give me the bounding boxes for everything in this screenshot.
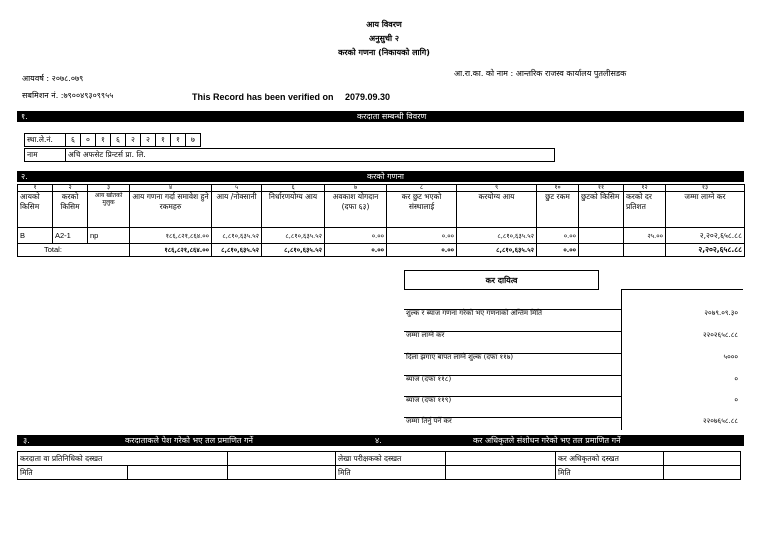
section-1-bar: [17, 111, 744, 122]
total-cell: ०.००: [537, 244, 579, 257]
cell: ०.००: [537, 228, 579, 244]
header-tax-rate: करको दर प्रतिशत: [624, 192, 666, 228]
officer-signature-label: कर अधिकृतको दस्खत: [556, 452, 664, 466]
liability-underline: [404, 396, 622, 397]
name-table: [24, 148, 555, 162]
name-label: नाम: [25, 149, 66, 162]
total-cell: ०.००: [387, 244, 457, 257]
section-3-bar: [17, 435, 744, 446]
col-number: ६: [262, 185, 325, 192]
name-value: अचि अफसेट प्रिन्टर्स प्रा. लि.: [66, 149, 555, 162]
page-title: आय विवरण: [366, 20, 402, 29]
date-label: मिति: [556, 466, 664, 480]
pan-digit: १: [96, 134, 111, 147]
table-row: [18, 228, 745, 244]
liability-underline: [404, 309, 622, 310]
liability-label: ब्याज (दफा ११८): [406, 375, 452, 383]
liability-title: कर दायित्व: [485, 276, 518, 285]
date-label: मिति: [336, 466, 446, 480]
col-number: ५: [212, 185, 262, 192]
liability-label: दिला झगाए बापत लाग्ने शुल्क (दफा ११७): [406, 353, 514, 361]
liability-underline: [404, 331, 622, 332]
verified-text: This Record has been verified on: [192, 92, 334, 102]
fiscal-year: आयवर्ष : २०७८.०७९: [22, 74, 84, 83]
liability-underline: [404, 417, 622, 418]
liability-underline: [404, 353, 622, 354]
header-exemption-amount: छुट रकम: [537, 192, 579, 228]
taxpayer-signature-label: करदाता वा प्रतिनिधिको दस्खत: [18, 452, 228, 466]
pan-digit: २: [126, 134, 141, 147]
total-cell: [579, 244, 624, 257]
section-2-bar: [17, 171, 744, 182]
liability-value: ०: [734, 396, 738, 404]
section-1-title: करदाता सम्बन्धी विवरण: [357, 112, 427, 121]
cell: ८,८१०,६३५.५२: [457, 228, 537, 244]
col-number: ९: [457, 185, 537, 192]
col-number: ११: [579, 185, 624, 192]
liability-underline: [404, 375, 622, 376]
page-subtitle-2: करको गणना (निकायको लागि): [338, 48, 430, 57]
pan-table: [24, 133, 201, 147]
header-taxable-income: करयोग्य आय: [457, 192, 537, 228]
total-cell: ८,८१०,६३५.५२: [457, 244, 537, 257]
liability-value: २२०२६५८.८८: [703, 331, 738, 339]
header-source-country: आय खोतको मुलुक: [88, 192, 130, 228]
col-number: १०: [537, 185, 579, 192]
liability-title-box: [404, 270, 599, 290]
col-number: ८: [387, 185, 457, 192]
cell: np: [88, 228, 130, 244]
pan-label: स्था.ले.नं.: [25, 134, 66, 147]
cell: ०.००: [325, 228, 387, 244]
pan-digit: ०: [81, 134, 96, 147]
section-4-title: कर अधिकृतले संशोधन गरेको भए तल प्रमाणित गर्ने: [473, 436, 621, 445]
col-number: १३: [666, 185, 745, 192]
total-cell: १८६,८२१,८६४.००: [130, 244, 212, 257]
liability-value: २०७९.०९.३०: [704, 309, 738, 317]
pan-digit: ७: [186, 134, 201, 147]
header-tax-type: करको किसिम: [53, 192, 88, 228]
header-assessable-income: निर्धारणयोग्य आय: [262, 192, 325, 228]
section-4-number: ४.: [375, 436, 382, 445]
total-cell: ०.००: [325, 244, 387, 257]
pan-digit: १: [171, 134, 186, 147]
col-number: १: [18, 185, 53, 192]
pan-digit: ६: [111, 134, 126, 147]
tax-table: [17, 184, 745, 257]
section-3-number: ३.: [23, 436, 30, 445]
liability-label: जम्मा तिर्नु पर्ने कर: [406, 417, 452, 425]
col-number: ३: [88, 185, 130, 192]
header-exemption-type: छुटको किसिम: [579, 192, 624, 228]
date-cell: [128, 466, 228, 480]
signature-table: [17, 451, 741, 480]
liability-label: ब्याज (दफा ११९): [406, 396, 452, 404]
total-row: [18, 244, 745, 257]
total-cell: ८,८१०,६३५.५२: [212, 244, 262, 257]
office-name: आ.रा.का. को नाम : आन्तरिक राजस्व कार्यालय पुतलीसडक: [454, 69, 627, 78]
cell: [579, 228, 624, 244]
date-cell: [228, 466, 336, 480]
cell: ८,८१०,६३५.५२: [262, 228, 325, 244]
signature-cell: [664, 452, 741, 466]
pan-digit: ६: [66, 134, 81, 147]
header-retirement-contribution: अवकाश योगदान (दफा ६३): [325, 192, 387, 228]
col-number: १२: [624, 185, 666, 192]
pan-digit: १: [156, 134, 171, 147]
col-number: २: [53, 185, 88, 192]
signature-cell: [228, 452, 336, 466]
date-label: मिति: [18, 466, 128, 480]
page-subtitle: अनुसुची २: [368, 34, 400, 43]
cell: B: [18, 228, 53, 244]
pan-digit: २: [141, 134, 156, 147]
signature-cell: [446, 452, 556, 466]
liability-value: ०: [734, 375, 738, 383]
header-income-loss: आय /नोक्सानी: [212, 192, 262, 228]
section-2-number: २.: [21, 172, 28, 181]
header-income-type: आयको किसिम: [18, 192, 53, 228]
cell: ८,८१०,६३५.५२: [212, 228, 262, 244]
cell: १८६,८२१,८६४.००: [130, 228, 212, 244]
date-cell: [446, 466, 556, 480]
col-number: ४: [130, 185, 212, 192]
total-cell: [624, 244, 666, 257]
liability-label: शुल्क र ब्याज गणना गरेको भए गणनाको अन्तिम मिति: [406, 309, 543, 317]
verified-date: 2079.09.30: [345, 92, 391, 102]
total-cell: २,२०२,६५८.८८: [666, 244, 745, 257]
cell: A2-1: [53, 228, 88, 244]
date-cell: [664, 466, 741, 480]
header-exempt-entity: कर छुट भएको संस्थालाई: [387, 192, 457, 228]
section-1-number: १.: [21, 112, 28, 121]
section-2-title: करको गणना: [367, 172, 404, 181]
liability-value: ५०००: [723, 353, 738, 361]
header-total-tax: जम्मा लाग्ने कर: [666, 192, 745, 228]
liability-label: जम्मा लाग्ने कर: [406, 331, 445, 339]
total-label: Total:: [18, 244, 130, 257]
cell: ०.००: [387, 228, 457, 244]
submission-number: सबमिशन नं. :७९००४९३०९९५५: [22, 91, 114, 100]
section-3-title: करदाताकले पेश गरेको भए तल प्रमाणित गर्ने: [125, 436, 253, 445]
col-number: ७: [325, 185, 387, 192]
cell: २५.००: [624, 228, 666, 244]
cell: २,२०२,६५८.८८: [666, 228, 745, 244]
total-cell: ८,८१०,६३५.५२: [262, 244, 325, 257]
liability-value: २२०७६५८.८८: [703, 417, 738, 425]
auditor-signature-label: लेखा परीक्षकको दस्खत: [336, 452, 446, 466]
header-included-amounts: आय गणना गर्दा समावेश हुने रकमहरु: [130, 192, 212, 228]
